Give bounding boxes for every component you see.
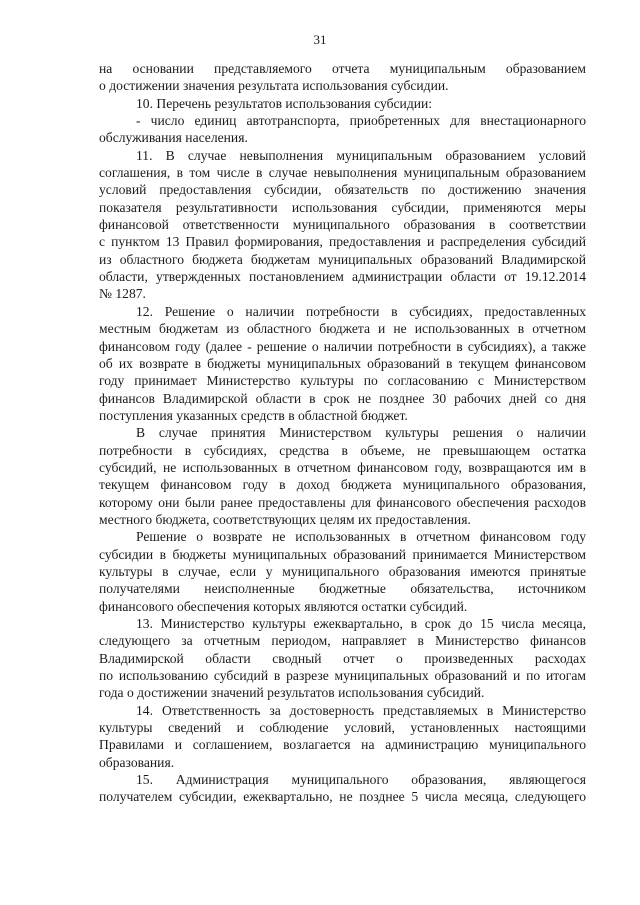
document-body (99, 60, 586, 806)
text-line: культуры сведений и соблюдение условий, установленных настоящими (99, 720, 586, 736)
text-line: получателями неисполненные бюджетные обязательства, источником (99, 581, 586, 597)
text-line: с пунктом 13 Правил формирования, предоставления и распределения субсидий (99, 234, 586, 250)
text-line: Решение о возврате не использованных в отчетном финансовом году (136, 529, 586, 545)
text-line: году принимает Министерство культуры по согласованию с Министерством (99, 373, 586, 389)
text-line: финансовом году (далее - решение о наличии потребности в субсидиях), а также (99, 338, 586, 354)
text-line: потребности в субсидиях, средства в объеме, не превышающем остатка (99, 442, 586, 458)
text-line: следующего за отчетным периодом, направляет в Министерство финансов (99, 633, 586, 649)
text-line: 10. Перечень результатов использования субсидии: (136, 95, 433, 111)
text-line: соглашения, в том числе в случае невыполнения муниципальным образованием (99, 165, 586, 181)
text-line: финансов Владимирской области в срок не позднее 30 рабочих дней со дня (99, 390, 586, 406)
text-line: субсидии в бюджеты муниципальных образований принимается Министерством (99, 546, 586, 562)
text-line: № 1287. (99, 286, 146, 302)
text-line: получателем субсидии, ежеквартально, не позднее 5 числа месяца, следующего (99, 789, 586, 805)
text-line: текущем финансовом году в доход бюджета муниципального образования, (99, 477, 586, 493)
text-line: 15. Администрация муниципального образования, являющегося (136, 772, 586, 788)
text-line: на основании представляемого отчета муниципальным образованием (99, 61, 586, 76)
text-line: поступления указанных средств в областной бюджет. (99, 407, 408, 423)
text-line: культуры в случае, если у муниципального образования имеются принятые (99, 563, 586, 579)
text-line: которому они были ранее предоставлены для финансового обеспечения расходов (99, 494, 586, 510)
text-line: о достижении значения результата использования субсидии. (99, 78, 449, 94)
text-line: финансовой ответственности муниципального образования в соответствии (99, 217, 586, 233)
text-line: образования. (99, 754, 175, 770)
text-line: условий предоставления субсидии, обязательств по достижению значения (99, 182, 586, 198)
text-line: местного бюджета, соответствующих целям их предоставления. (99, 511, 471, 527)
text-line: В случае принятия Министерством культуры решения о наличии (136, 425, 586, 441)
text-line: Владимирской области сводный отчет о произведенных расходах (99, 650, 586, 666)
text-line: - число единиц автотранспорта, приобретенных для внестационарного (136, 113, 586, 129)
text-line: 14. Ответственность за достоверность представляемых в Министерство (136, 702, 586, 718)
text-line: 11. В случае невыполнения муниципальным образованием условий (136, 147, 586, 163)
text-line: области, утвержденных постановлением администрации области от 19.12.2014 (99, 269, 586, 285)
text-line: обслуживания населения. (99, 130, 248, 146)
text-line: местным бюджетам из областного бюджета и не использованных в отчетном (99, 321, 586, 337)
text-line: по использованию субсидий в разрезе муниципальных образований и по итогам (99, 668, 586, 684)
text-line: 12. Решение о наличии потребности в субсидиях, предоставленных (136, 303, 586, 319)
text-line: из областного бюджета бюджетам муниципальных образований Владимирской (99, 251, 586, 267)
text-line: об их возврате в бюджеты муниципальных образований в текущем финансовом (99, 355, 586, 371)
text-line: Правилами и соглашением, возлагается на администрацию муниципального (99, 737, 586, 753)
page-number: 31 (313, 32, 327, 47)
text-line: субсидий, не использованных в отчетном финансовом году, возвращаются им в (99, 459, 586, 475)
text-line: показателя результативности использования субсидии, применяются меры (99, 199, 586, 215)
text-line: года о достижении значений результатов использования субсидий. (99, 685, 485, 701)
text-line: финансового обеспечения которых являются остатки субсидий. (99, 598, 468, 614)
text-line: 13. Министерство культуры ежеквартально, в срок до 15 числа месяца, (136, 616, 586, 631)
